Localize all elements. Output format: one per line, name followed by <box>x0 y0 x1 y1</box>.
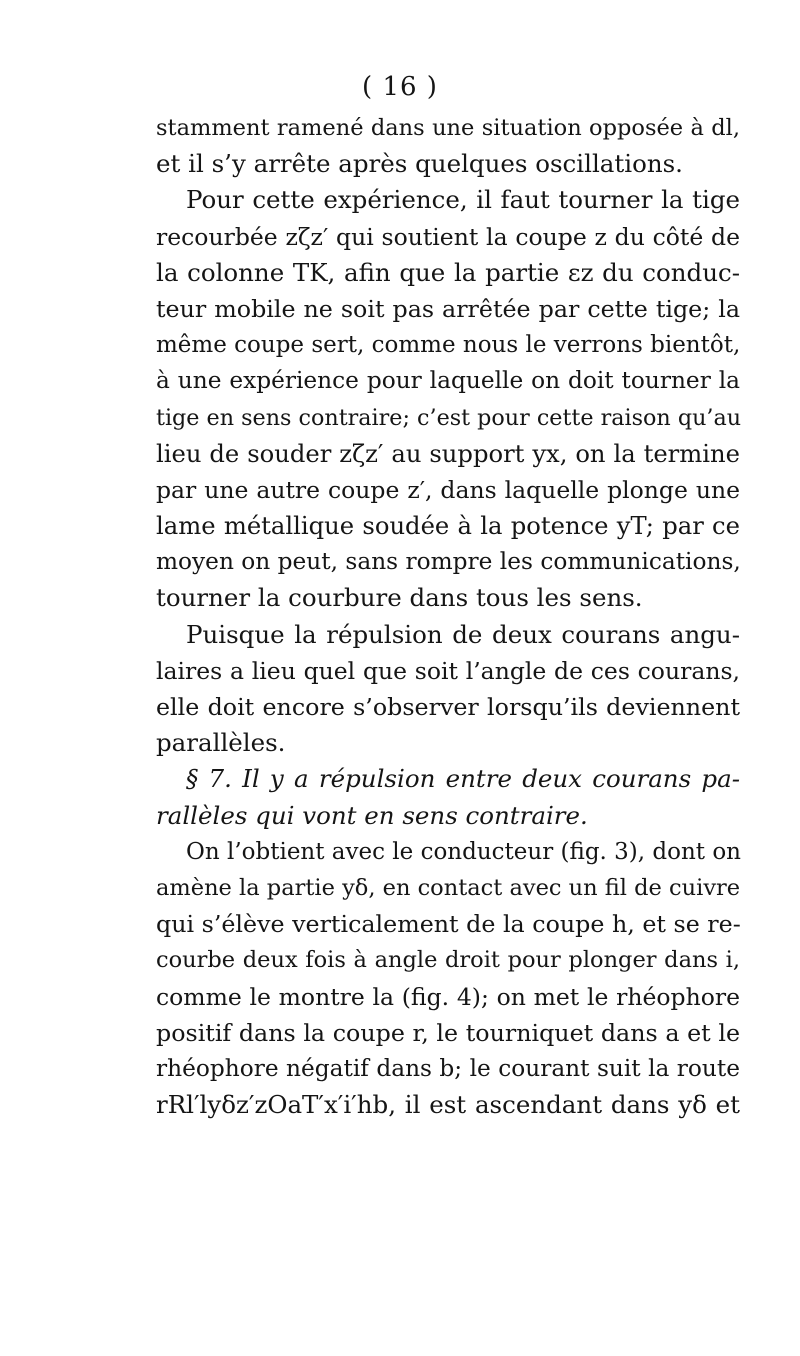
text-line: même coupe sert, comme nous le verrons bientôt, <box>156 332 741 359</box>
text-line: positif dans la coupe r, le tourniquet dans a et le <box>156 1018 740 1047</box>
text-line: lieu de souder zζz′ au support yx, on la termine <box>156 438 740 468</box>
page-number-header: ( 16 ) <box>362 72 438 102</box>
text-line: teur mobile ne soit pas arrêtée par cette tige; la <box>156 294 740 323</box>
text-line: Pour cette expérience, il faut tourner la tige <box>186 185 740 215</box>
text-line: parallèles. <box>156 728 286 758</box>
text-line: Puisque la répulsion de deux courans angu- <box>186 619 740 649</box>
text-line: qui s’élève verticalement de la coupe h, et se re- <box>156 910 741 939</box>
text-line: amène la partie yδ, en contact avec un fil de cuivre <box>156 874 741 901</box>
text-line: courbe deux fois à angle droit pour plonger dans i, <box>156 947 740 974</box>
text-line: comme le montre la (fig. 4); on met le rhéophore <box>156 982 740 1011</box>
text-line: et il s’y arrête après quelques oscillations. <box>156 149 683 179</box>
text-line: tige en sens contraire; c’est pour cette raison qu’au <box>156 404 742 431</box>
body-text <box>156 110 740 1123</box>
text-line: moyen on peut, sans rompre les communications, <box>156 548 741 576</box>
text-line: laires a lieu quel que soit l’angle de ces courans, <box>156 656 740 685</box>
text-line: § 7. Il y a répulsion entre deux courans pa- <box>186 764 740 794</box>
text-line: elle doit encore s’observer lorsqu’ils deviennent <box>156 693 740 721</box>
text-line: la colonne TK, afin que la partie εz du conduc- <box>156 257 740 287</box>
text-line: rhéophore négatif dans b; le courant suit la route <box>156 1054 740 1082</box>
text-line: à une expérience pour laquelle on doit tourner la <box>156 367 740 395</box>
text-line: rRl′lyδz′zOaT′x′i′hb, il est ascendant dans yδ et <box>156 1090 740 1120</box>
text-line: tourner la courbure dans tous les sens. <box>156 583 643 613</box>
text-line: recourbée zζz′ qui soutient la coupe z du côté de <box>156 222 740 251</box>
text-line: On l’obtient avec le conducteur (fig. 3), dont on <box>186 838 741 865</box>
text-line: par une autre coupe z′, dans laquelle plonge une <box>156 475 740 504</box>
text-line: stamment ramené dans une situation opposée à dl, <box>156 115 740 141</box>
text-line: lame métallique soudée à la potence yT; par ce <box>156 511 740 541</box>
text-line: rallèles qui vont en sens contraire. <box>156 800 588 830</box>
